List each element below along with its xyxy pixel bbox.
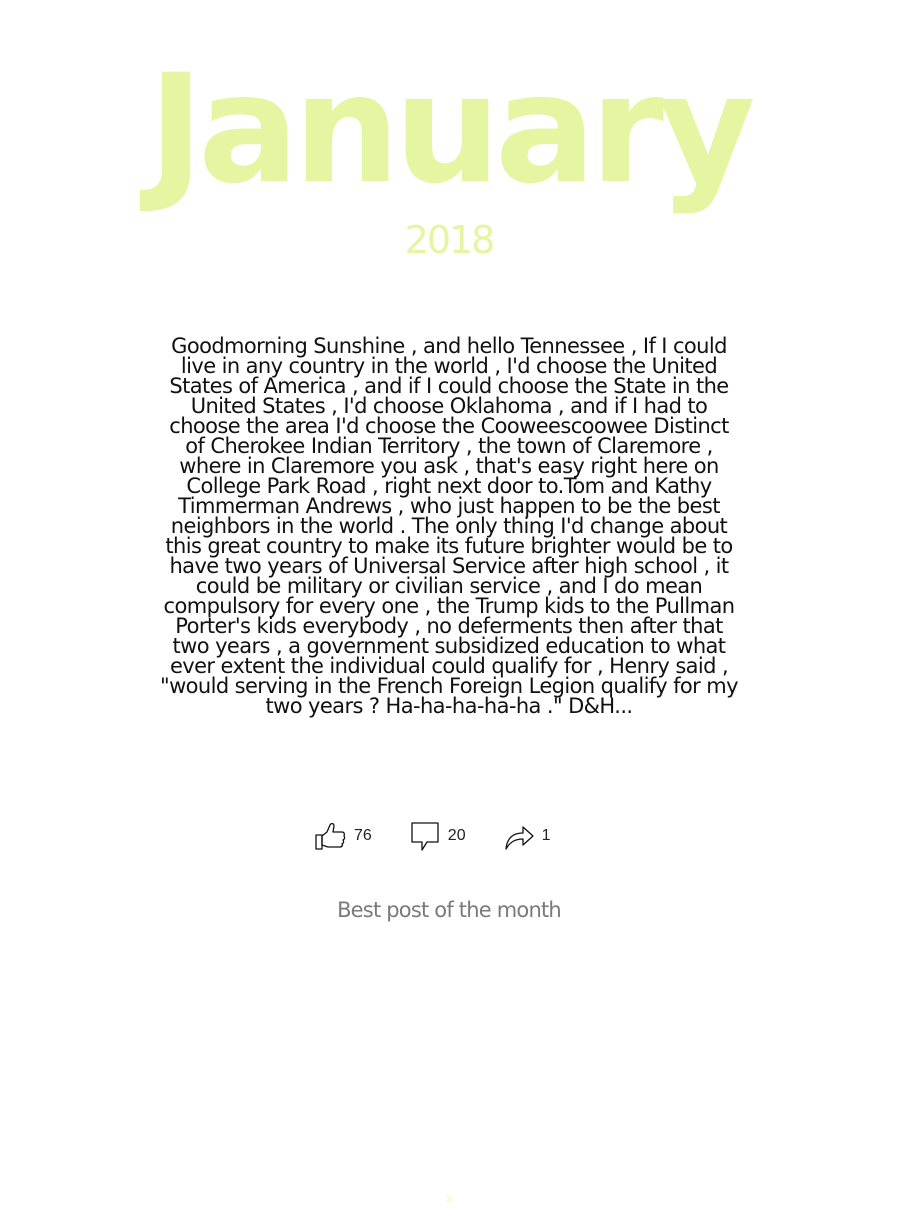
- share-arrow-icon: [502, 819, 536, 853]
- comments-count: 20: [447, 827, 466, 844]
- reaction-stats: [314, 818, 587, 854]
- year-label: 2018: [404, 218, 494, 262]
- comment-bubble-icon: [408, 819, 442, 853]
- comments-stat: [408, 819, 466, 853]
- caption: Best post of the month: [337, 898, 561, 922]
- likes-stat: [314, 819, 372, 853]
- post-text: Goodmorning Sunshine , and hello Tennessee , If I could live in any country in the world , I'd choose the United States of America , and if I could choose the State in the United States , I'd choose Oklahoma , and if I had to choose the area I'd choose the Cooweescoowee Distinct of Cherokee Indian Territory , the town of Claremore , where in Claremore you ask , that's easy right here on College Park Road , right next door to.Tom and Kathy Timmerman Andrews , who just happen to be the best neighbors in the world . The only thing I'd change about this great country to make its future brighter would be to have two years of Universal Service after high school , it could be military or civilian service , and I do mean compulsory for every one , the Trump kids to the Pullman Porter's kids everybody , no deferments then after that two years , a government subsidized education to what ever extent the individual could qualify for , Henry said , "would serving in the French Foreign Legion qualify for my two years ? Ha-ha-ha-ha-ha ." D&H...: [160, 334, 738, 718]
- month-title: January: [148, 43, 750, 217]
- likes-count: 76: [354, 827, 372, 844]
- page-number: 3: [446, 1195, 452, 1204]
- thumbs-up-icon: [314, 819, 348, 853]
- shares-stat: [502, 819, 551, 853]
- shares-count: 1: [541, 827, 551, 844]
